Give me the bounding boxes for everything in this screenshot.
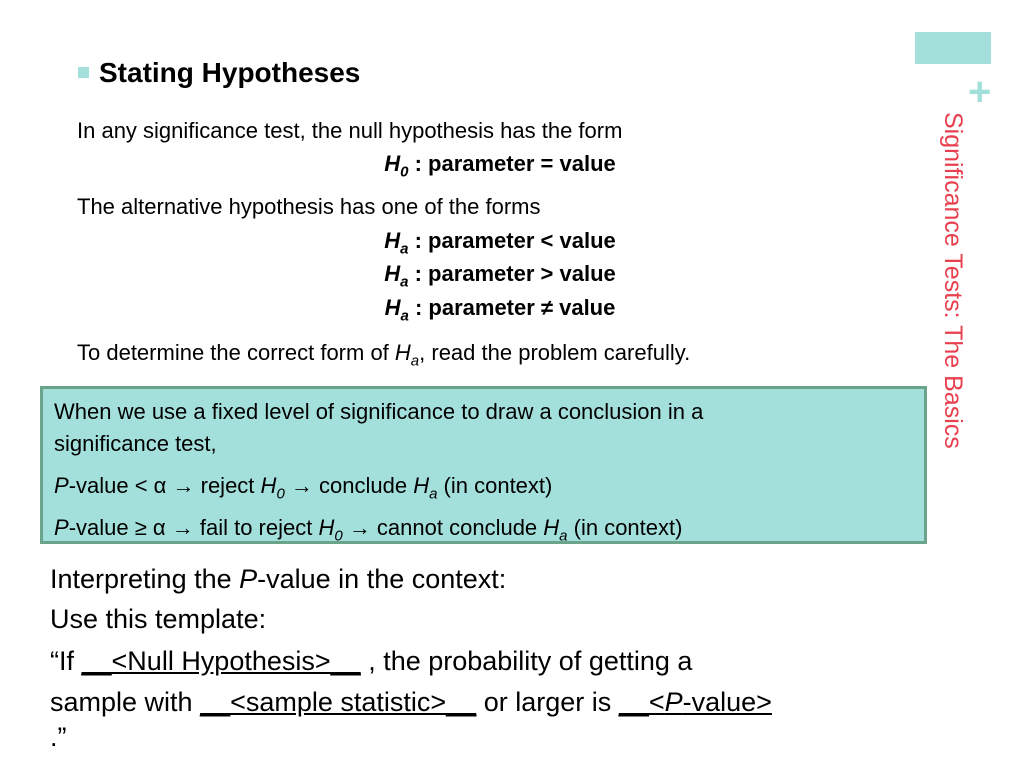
ha-line: $H_a$ : parameter > value — [384, 261, 616, 291]
box-text: significance test, — [54, 431, 217, 456]
section-heading: Stating Hypotheses — [78, 55, 360, 91]
reject-rule: P-value < α → reject $H_0$ → conclude $H_a$ (in context) — [54, 473, 553, 503]
template-line: “If __<Null Hypothesis>__ , the probability of getting a — [50, 646, 693, 676]
interpret-heading: Interpreting the P-value in the context: — [50, 564, 507, 594]
template-end: .” — [50, 722, 67, 752]
determine-line: To determine the correct form of $H_a$, read the problem carefully. — [77, 340, 691, 370]
accent-bar — [915, 32, 991, 64]
template-line: sample with __<sample statistic>__ or larger is __<P-value> — [50, 687, 772, 717]
decision-rule-box — [40, 386, 927, 544]
ha-line: $H_a$ : parameter ≠ value — [384, 295, 616, 325]
fail-to-reject-rule: P-value ≥ α → fail to reject $H_0$ → cannot conclude $H_a$ (in context) — [54, 515, 683, 545]
intro-null: In any significance test, the null hypothesis has the form — [77, 118, 623, 143]
plus-icon: + — [968, 70, 992, 114]
template-label: Use this template: — [50, 604, 267, 634]
bullet-icon — [78, 67, 89, 78]
ha-line: $H_a$ : parameter < value — [384, 228, 616, 258]
intro-alt: The alternative hypothesis has one of the forms — [77, 194, 541, 219]
side-title: Significance Tests: The Basics — [939, 112, 967, 449]
h0-line: $H_0$ : parameter = value — [384, 151, 616, 181]
box-text: When we use a fixed level of significance to draw a conclusion in a — [54, 399, 704, 424]
